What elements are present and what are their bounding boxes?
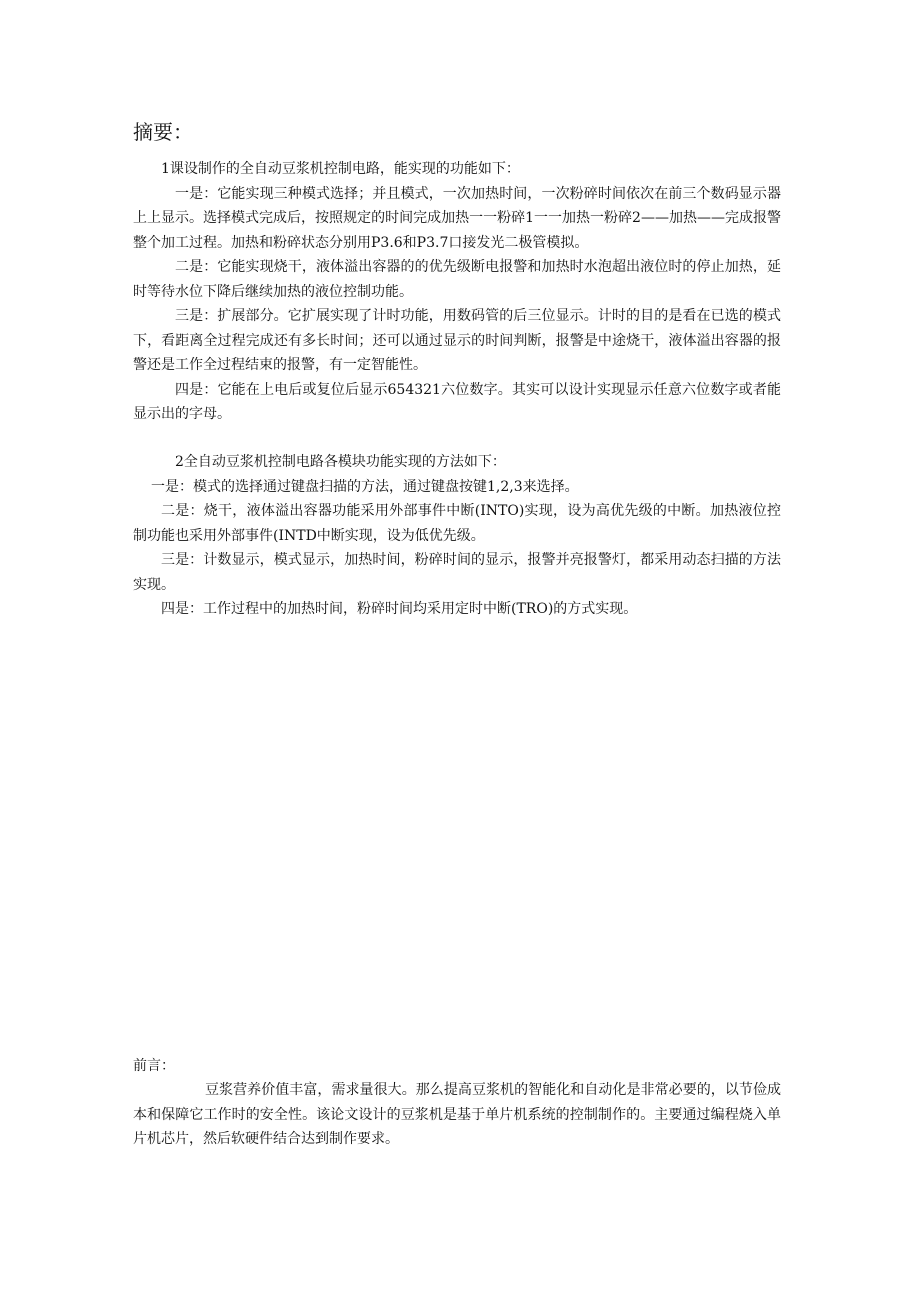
part2-item-4: 四是：工作过程中的加热时间，粉碎时间均采用定时中断(TRO)的方式实现。 <box>161 601 638 617</box>
part1-item-1: 一是：它能实现三种模式选择；并且模式，一次加热时间，一次粉碎时间依次在前三个数码显示器上上显示。选择模式完成后，按照规定的时间完成加热一一粉碎1一一加热一粉碎2——加热——完成报警整个加工过程。加热和粉碎状态分别用P3.6和P3.7口接发光二极管模拟。 <box>133 185 781 251</box>
part1-item-2: 二是：它能实现烧干，液体溢出容器的的优先级断电报警和加热时水泡超出液位时的停止加热，延时等待水位下降后继续加热的液位控制功能。 <box>133 259 781 300</box>
part2-item-1: 一是：模式的选择通过键盘扫描的方法，通过键盘按键1,2,3来选择。 <box>151 478 579 495</box>
abstract-part1 <box>133 157 781 427</box>
abstract-title: 摘要： <box>133 120 193 144</box>
part1-item-4: 四是：它能在上电后或复位后显示654321六位数字。其实可以设计实现显示任意六位数字或者能显示出的字母。 <box>133 381 781 422</box>
abstract-part2 <box>133 450 781 622</box>
part2-item-3: 三是：计数显示，模式显示，加热时间，粉碎时间的显示，报警并亮报警灯，都采用动态扫描的方法实现。 <box>133 552 781 593</box>
part2-intro: 2全自动豆浆机控制电路各模块功能实现的方法如下： <box>175 454 506 470</box>
preface-text: 豆浆营养价值丰富，需求量很大。那么提高豆浆机的智能化和自动化是非常必要的，以节俭成本和保障它工作时的安全性。该论文设计的豆浆机是基于单片机系统的控制制作的。主要通过编程烧入单片机芯片，然后软硬件结合达到制作要求。 <box>133 1082 781 1147</box>
part1-item-3: 三是：扩展部分。它扩展实现了计时功能，用数码管的后三位显示。计时的目的是看在已选的模式下，看距离全过程完成还有多长时间；还可以通过显示的时间判断，报警是中途烧干，液体溢出容器的报警还是工作全过程结束的报警，有一定智能性。 <box>133 308 781 373</box>
preface-title: 前言： <box>133 1058 175 1074</box>
preface-section <box>133 1054 781 1152</box>
part2-item-2: 二是：烧干，液体溢出容器功能采用外部事件中断(INTO)实现，设为高优先级的中断。加热液位控制功能也采用外部事件(INTD中断实现，设为低优先级。 <box>133 503 781 544</box>
part1-intro: 1课设制作的全自动豆浆机控制电路，能实现的功能如下： <box>161 161 520 177</box>
